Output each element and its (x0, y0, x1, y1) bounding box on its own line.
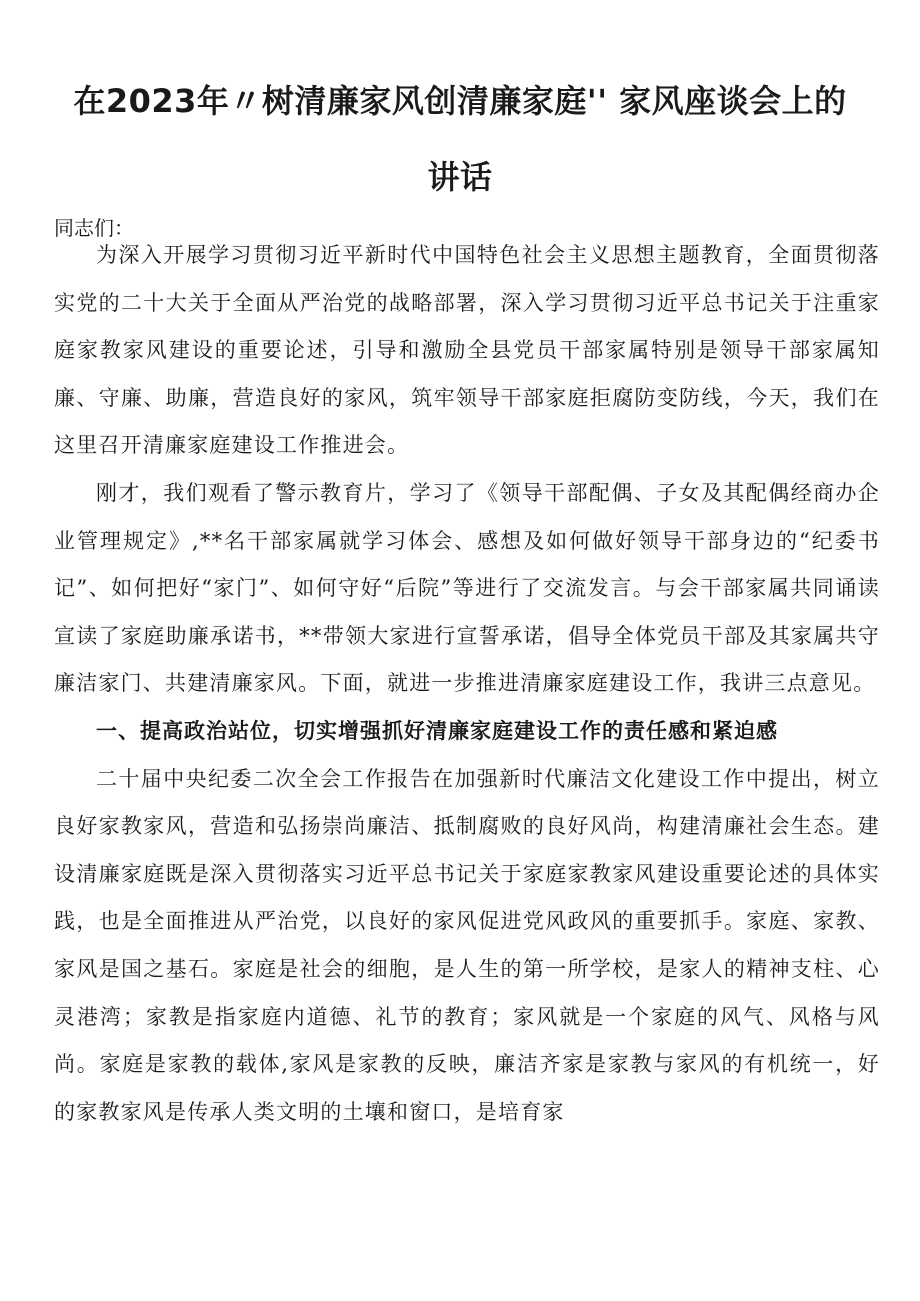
salutation: 同志们： (54, 216, 134, 240)
document-body (54, 232, 880, 1136)
paragraph-intro: 为深入开展学习贯彻习近平新时代中国特色社会主义思想主题教育，全面贯彻落实党的二十大关于全面从严治党的战略部署，深入学习贯彻习近平总书记关于注重家庭家教家风建设的重要论述，引导和激励全县党员干部家属特别是领导干部家属知廉、守廉、助廉，营造良好的家风，筑牢领导干部家庭拒腐防变防线，今天，我们在这里召开清廉家庭建设工作推进会。 (54, 243, 880, 458)
paragraph-meeting-summary: 刚才，我们观看了警示教育片，学习了《领导干部配偶、子女及其配偶经商办企业管理规定》,**名干部家属就学习体会、感想及如何做好领导干部身边的“纪委书记”、如何把好“家门”、如何守好“后院”等进行了交流发言。与会干部家属共同诵读宣读了家庭助廉承诺书，**带领大家进行宣誓承诺，倡导全体党员干部及其家属共守廉洁家门、共建清廉家风。下面，就进一步推进清廉家庭建设工作，我讲三点意见。 (54, 480, 880, 696)
section-1-paragraph: 二十届中央纪委二次全会工作报告在加强新时代廉洁文化建设工作中提出，树立良好家教家风，营造和弘扬崇尚廉洁、抵制腐败的良好风尚，构建清廉社会生态。建设清廉家庭既是深入贯彻落实习近平总书记关于家庭家教家风建设重要论述的具体实践，也是全面推进从严治党，以良好的家风促进党风政风的重要抓手。家庭、家教、家风是国之基石。家庭是社会的细胞，是人生的第一所学校，是家人的精神支柱、心灵港湾；家教是指家庭内道德、礼节的教育；家风就是一个家庭的风气、风格与风尚。家庭是家教的载体,家风是家教的反映，廉洁齐家是家教与家风的有机统一，好的家教家风是传承人类文明的土壤和窗口，是培育家 (54, 766, 880, 1124)
section-heading-1: 一、提高政治站位，切实增强抓好清廉家庭建设工作的责任感和紧迫感 (96, 718, 778, 743)
document-title-line-1: 在2023年〃树清廉家风创清廉家庭'' 家风座谈会上的 (73, 82, 847, 120)
document-title-line-2: 讲话 (427, 158, 493, 196)
